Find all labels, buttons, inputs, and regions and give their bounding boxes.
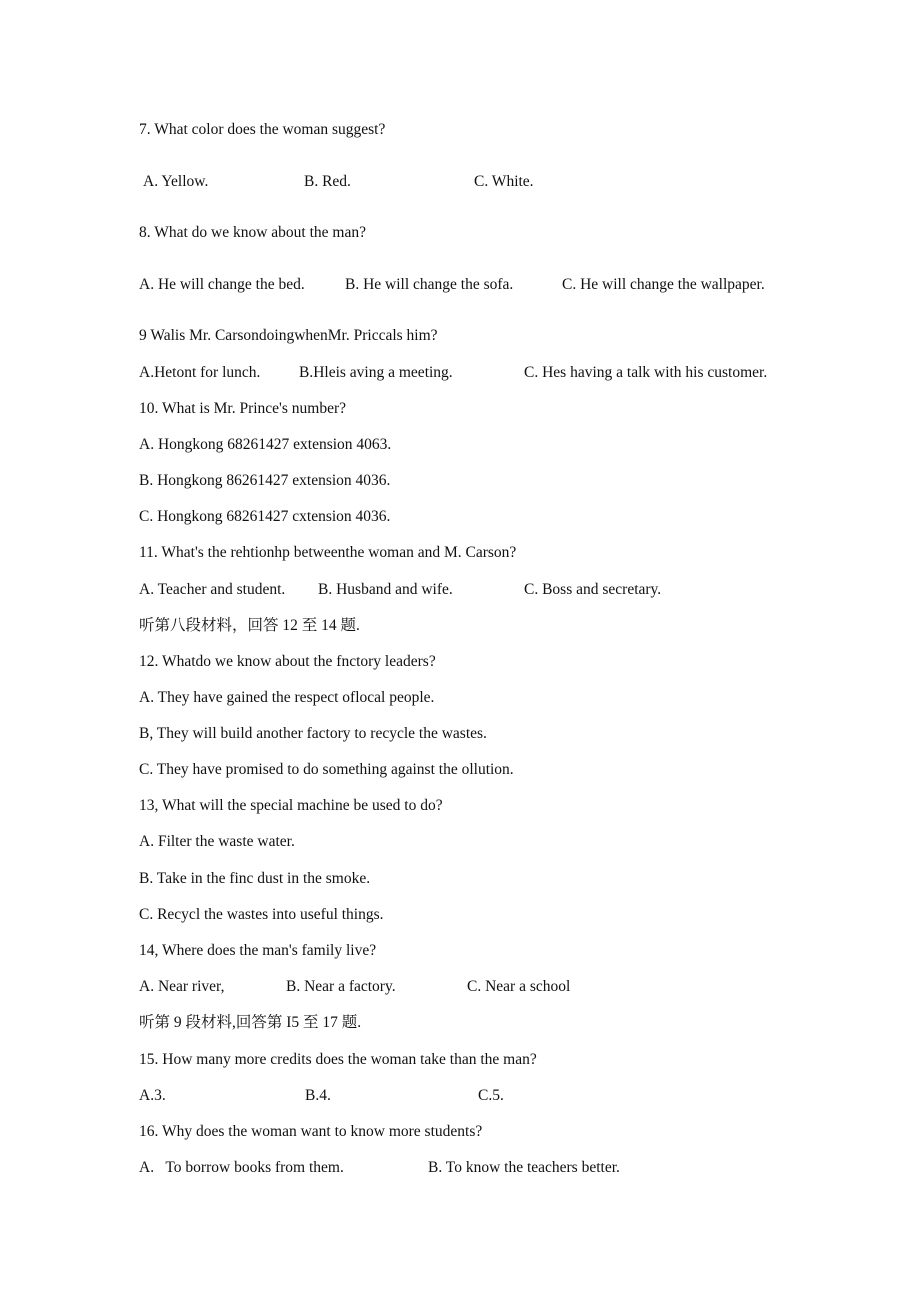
- q15-option-b: B.4.: [305, 1087, 331, 1104]
- q13-option-b: B. Take in the finc dust in the smoke.: [139, 870, 371, 887]
- q11-stem: 11. What's the rehtionhp betweenthe woman and M. Carson?: [139, 544, 517, 561]
- section-9-instruction: 听第 9 段材料,回答第 I5 至 17 题.: [139, 1014, 362, 1031]
- q14-option-b: B. Near a factory.: [286, 978, 396, 995]
- q10-option-c: C. Hongkong 68261427 cxtension 4036.: [139, 508, 391, 525]
- q9-option-c: C. Hes having a talk with his customer.: [524, 364, 768, 381]
- q7-stem: 7. What color does the woman suggest?: [139, 121, 386, 138]
- q8-option-a: A. He will change the bed.: [139, 276, 305, 293]
- q13-option-a: A. Filter the waste water.: [139, 833, 295, 850]
- q12-option-b: B, They will build another factory to recycle the wastes.: [139, 725, 487, 742]
- q10-option-b: B. Hongkong 86261427 extension 4036.: [139, 472, 391, 489]
- q15-option-c: C.5.: [478, 1087, 504, 1104]
- q9-stem: 9 Walis Mr. CarsondoingwhenMr. Priccals him?: [139, 327, 438, 344]
- q14-option-c: C. Near a school: [467, 978, 571, 995]
- q16-option-a: A. To borrow books from them.: [139, 1159, 344, 1176]
- q11-option-b: B. Husband and wife.: [318, 581, 453, 598]
- q16-option-b: B. To know the teachers better.: [428, 1159, 620, 1176]
- q14-option-a: A. Near river,: [139, 978, 225, 995]
- q10-option-a: A. Hongkong 68261427 extension 4063.: [139, 436, 392, 453]
- q13-stem: 13, What will the special machine be used to do?: [139, 797, 443, 814]
- q13-option-c: C. Recycl the wastes into useful things.: [139, 906, 384, 923]
- q15-stem: 15. How many more credits does the woman take than the man?: [139, 1051, 537, 1068]
- q12-stem: 12. Whatdo we know about the fnctory leaders?: [139, 653, 436, 670]
- q12-option-c: C. They have promised to do something against the ollution.: [139, 761, 514, 778]
- q7-option-c: C. White.: [474, 173, 534, 190]
- section-8-instruction: 听第八段材料，回答 12 至 14 题.: [139, 617, 360, 634]
- q9-option-b: B.Hleis aving a meeting.: [299, 364, 453, 381]
- q8-option-b: B. He will change the sofa.: [345, 276, 514, 293]
- q9-option-a: A.Hetont for lunch.: [139, 364, 261, 381]
- q8-stem: 8. What do we know about the man?: [139, 224, 366, 241]
- q11-option-a: A. Teacher and student.: [139, 581, 286, 598]
- q16-stem: 16. Why does the woman want to know more students?: [139, 1123, 483, 1140]
- q7-option-a: A. Yellow.: [143, 173, 209, 190]
- q7-option-b: B. Red.: [304, 173, 351, 190]
- q10-stem: 10. What is Mr. Prince's number?: [139, 400, 346, 417]
- q11-option-c: C. Boss and secretary.: [524, 581, 662, 598]
- q15-option-a: A.3.: [139, 1087, 166, 1104]
- q8-option-c: C. He will change the wallpaper.: [562, 276, 765, 293]
- q12-option-a: A. They have gained the respect oflocal people.: [139, 689, 435, 706]
- q14-stem: 14, Where does the man's family live?: [139, 942, 377, 959]
